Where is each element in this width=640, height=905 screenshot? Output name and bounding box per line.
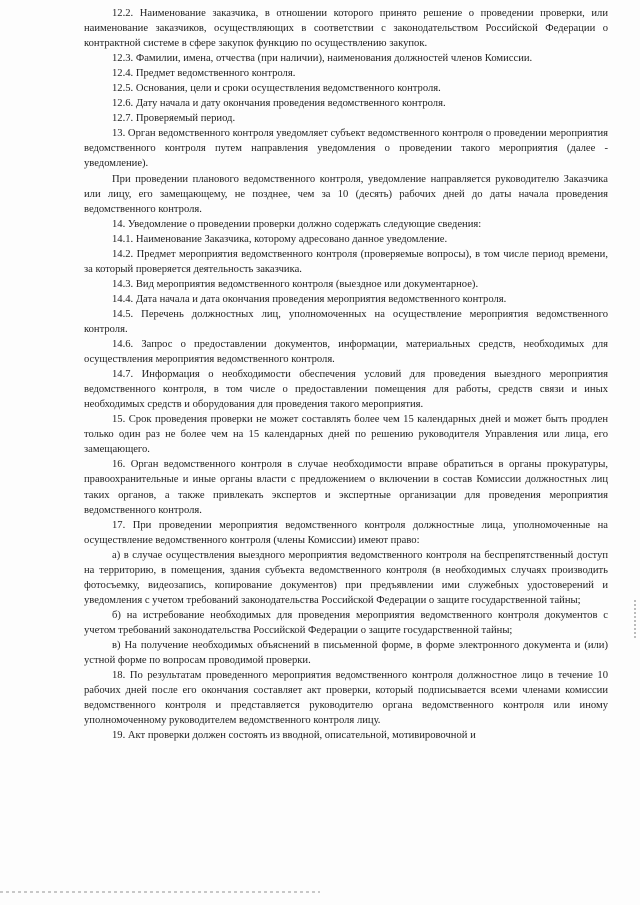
paragraph: 14.1. Наименование Заказчика, которому адресовано данное уведомление. (112, 233, 448, 245)
paragraph: 15. Срок проведения проверки не может составлять более чем 15 календарных дней и может быть продлен только один раз не более чем на 15 календарных дней по решению руководителя Управления или лица, его замещающего. (84, 414, 608, 456)
paragraph: При проведении планового ведомственного контроля, уведомление направляется руководителю Заказчика или лицу, его замещающему, не позднее, чем за 10 (десять) рабочих дней до даты начала проведения ведомственного контроля. (84, 173, 608, 215)
paragraph: 14.6. Запрос о предоставлении документов, информации, материальных средств, необходимых для осуществления мероприятия ведомственного контроля. (84, 339, 608, 366)
paragraph: 12.5. Основания, цели и сроки осуществления ведомственного контроля. (112, 83, 441, 95)
paragraph: 16. Орган ведомственного контроля в случае необходимости вправе обратиться в органы прокуратуры, правоохранительные и иные органы власти с предложением о включении в состав Комиссии должностных лиц таких органов, а также привлекать экспертов и экспертные организации для проведения мероприятия ведомственного контроля. (84, 459, 608, 516)
paragraph: 14.3. Вид мероприятия ведомственного контроля (выездное или документарное). (112, 278, 479, 290)
paragraph: 12.6. Дату начала и дату окончания проведения ведомственного контроля. (112, 98, 446, 110)
paragraph: б) на истребование необходимых для проведения мероприятия ведомственного контроля документов с учетом требований законодательства Российской Федерации о защите государственной тайны; (84, 609, 608, 636)
paragraph: 13. Орган ведомственного контроля уведомляет субъект ведомственного контроля о проведении мероприятия ведомственного контроля путем направления уведомления о проведении такого мероприятия (далее - уведомление). (84, 128, 608, 170)
paragraph: 19. Акт проверки должен состоять из вводной, описательной, мотивировочной и (112, 730, 476, 742)
paragraph: 18. По результатам проведенного мероприятия ведомственного контроля должностное лицо в течение 10 рабочих дней после его окончания составляет акт проверки, который подписывается всеми членами комиссии ведомственного контроля и представляется руководителю органа ведомственного контроля или иному уполномоченному руководителем ведомственного контроля лицу. (84, 670, 608, 727)
paragraph: 17. При проведении мероприятия ведомственного контроля должностные лица, уполномоченные на осуществление ведомственного контроля (члены Комиссии) имеют право: (84, 519, 608, 546)
document-body (84, 6, 608, 743)
paragraph: в) На получение необходимых объяснений в письменной форме, в форме электронного документа и (или) устной форме по вопросам проводимой проверки. (84, 639, 608, 667)
scan-bottom-edge (0, 891, 320, 893)
paragraph: 14.7. Информация о необходимости обеспечения условий для проведения выездного мероприятия ведомственного контроля, в том числе о предоставлении помещения для работы, средств связи и иных необходимых средств и оборудования для проведения такого мероприятия. (84, 369, 608, 411)
scan-margin-mark (634, 600, 636, 640)
paragraph: 12.7. Проверяемый период. (112, 113, 236, 125)
paragraph: 14.4. Дата начала и дата окончания проведения мероприятия ведомственного контроля. (112, 293, 507, 305)
paragraph: 12.3. Фамилии, имена, отчества (при наличии), наименования должностей членов Комиссии. (112, 53, 533, 65)
paragraph: 14. Уведомление о проведении проверки должно содержать следующие сведения: (112, 218, 482, 230)
paragraph: 12.2. Наименование заказчика, в отношении которого принято решение о проведении проверки, или наименование заказчиков, осуществляющих в соответствии с законодательством Российской Федерации о контрактной системе в сфере закупок функцию по осуществлению закупок. (84, 8, 608, 50)
paragraph: 14.5. Перечень должностных лиц, уполномоченных на осуществление мероприятия ведомственного контроля. (84, 308, 608, 335)
paragraph: а) в случае осуществления выездного мероприятия ведомственного контроля на беспрепятственный доступ на территорию, в помещения, здания субъекта ведомственного контроля (в необходимых случаях производить фотосъемку, видеозапись, копирование документов) при предъявлении ими служебных удостоверений и уведомления с учетом требований законодательства Российской Федерации о защите государственной тайны; (84, 549, 608, 606)
paragraph: 14.2. Предмет мероприятия ведомственного контроля (проверяемые вопросы), в том числе период времени, за который проверяется деятельность заказчика. (84, 248, 608, 275)
paragraph: 12.4. Предмет ведомственного контроля. (112, 68, 296, 80)
